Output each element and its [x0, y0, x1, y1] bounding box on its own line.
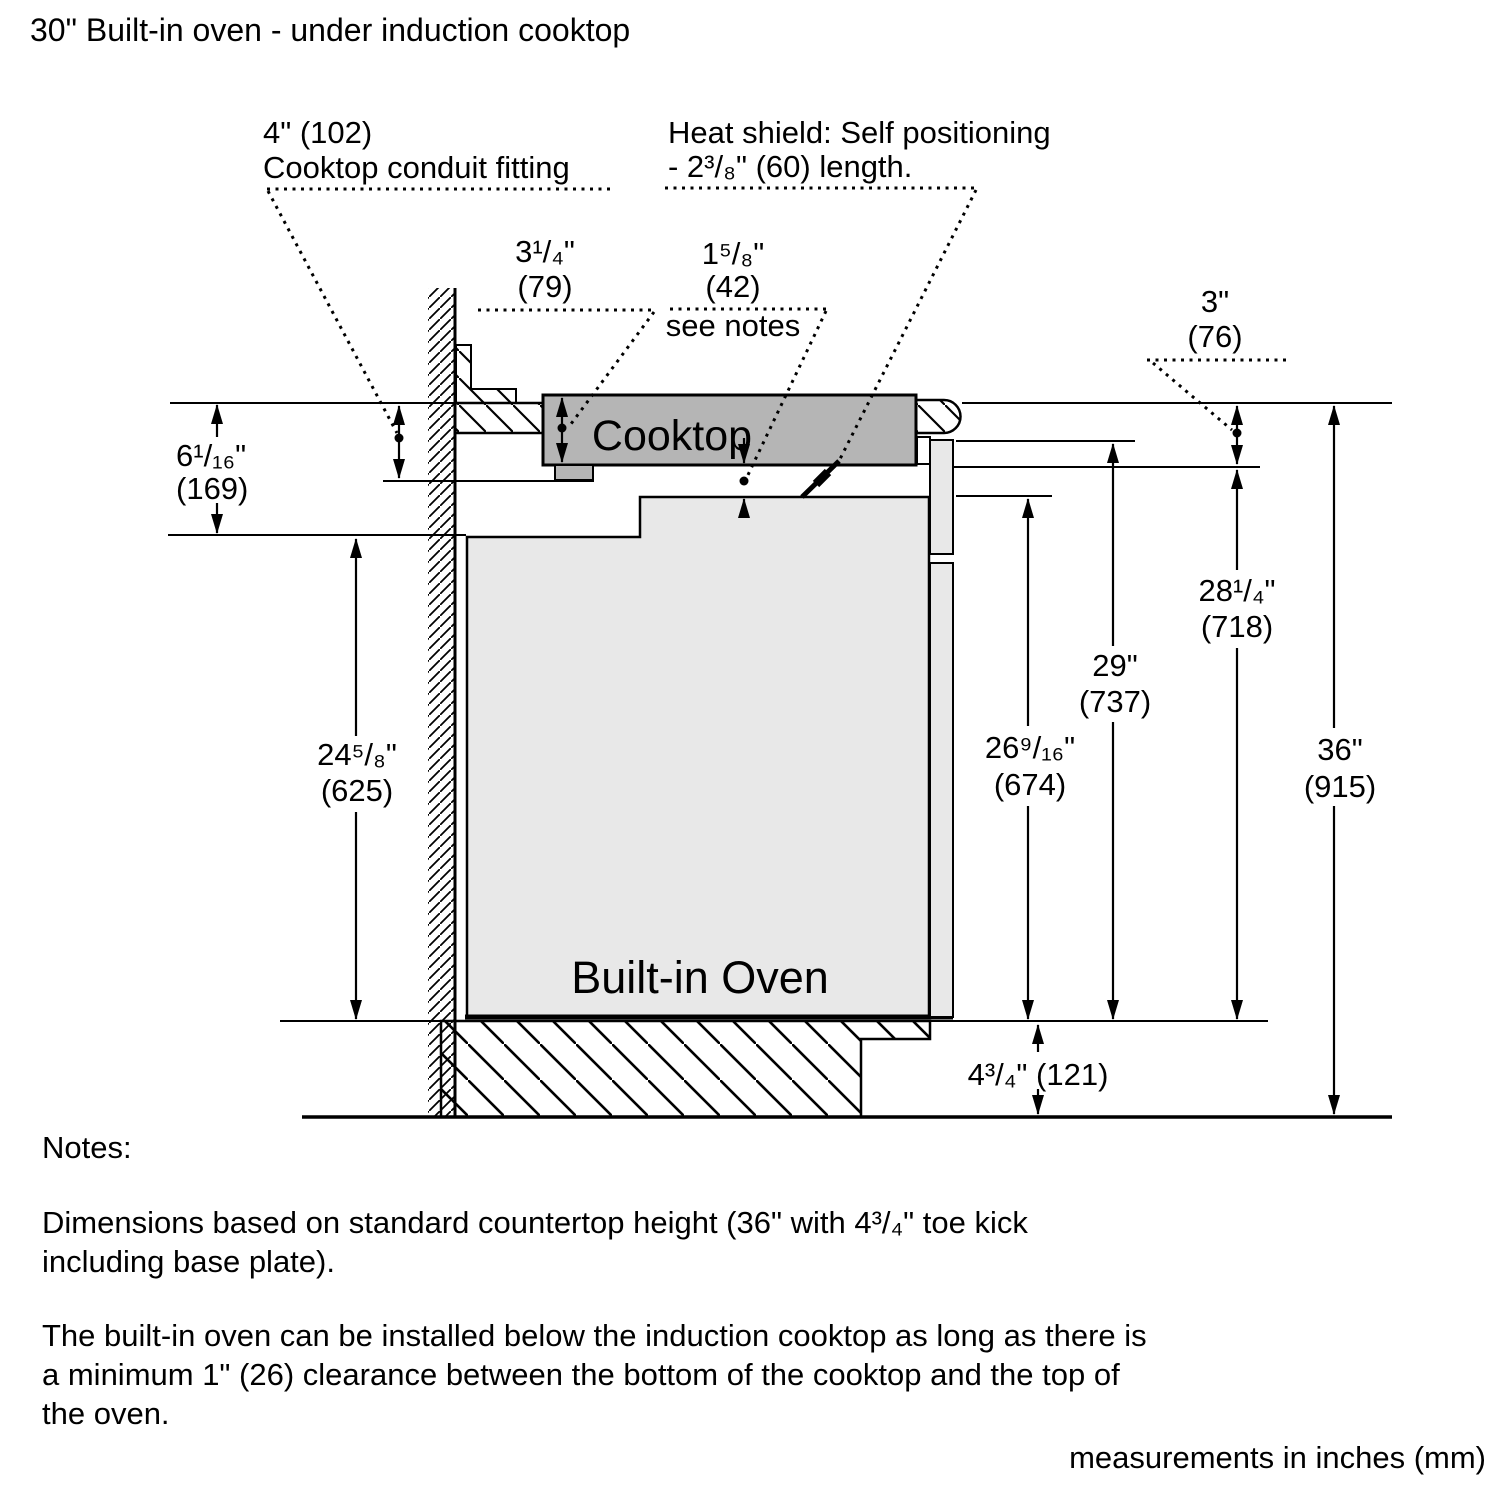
door-filler: [917, 437, 930, 464]
dim-label: 4³/₄" (121): [967, 1057, 1109, 1092]
dim-28-1-4-and-3: [1198, 406, 1275, 1019]
dim-label-in: 3¹/₄": [515, 234, 575, 269]
dim-label-mm: (625): [320, 773, 394, 808]
dim-label-in: 28¹/₄": [1198, 573, 1276, 608]
backsplash-trim: [456, 345, 516, 403]
oven-label: Built-in Oven: [571, 952, 829, 1003]
toe-kick: [441, 1021, 930, 1117]
dim-24-5-8: [317, 539, 397, 1019]
callout-line2: - 2³/₈" (60) length.: [668, 149, 913, 184]
note-paragraph-1: [42, 1203, 1028, 1281]
dim-label-mm: (674): [993, 767, 1067, 802]
dim-label-mm: (169): [176, 471, 249, 506]
dim-label-in: 3": [1200, 284, 1230, 319]
dim-label-in: 1⁵/₈": [701, 236, 765, 271]
leader-d76: [1153, 363, 1232, 430]
units-note: measurements in inches (mm): [1069, 1440, 1486, 1475]
leader-conduit: [268, 191, 397, 433]
dim-label-mm: (79): [517, 269, 573, 304]
callout-heat-shield: [668, 115, 1051, 184]
counter-bullnose: [916, 400, 961, 433]
oven-body: [467, 497, 929, 1017]
heat-shield-bead: [816, 472, 828, 484]
dim-26-9-16: [985, 499, 1075, 1019]
wall-hatch: [428, 288, 455, 1117]
callout-conduit: [263, 115, 570, 185]
notes-heading: Notes:: [42, 1130, 132, 1165]
dim-label-mm: (737): [1078, 684, 1152, 719]
note-paragraph-2: [42, 1316, 1147, 1433]
door-lower-panel: [930, 563, 953, 1017]
callout-1-5-8: [666, 236, 800, 343]
dim-label-in: 36": [1317, 732, 1363, 767]
dim-label-in: 29": [1092, 648, 1138, 683]
conduit-fitting-box: [555, 465, 593, 480]
callout-3-1-4: [515, 234, 575, 304]
counter-slab: [455, 403, 543, 433]
cooktop-unit: [543, 395, 916, 480]
callout-line1: Heat shield: Self positioning: [668, 115, 1051, 150]
note-line: including base plate).: [42, 1244, 335, 1279]
dim-label-in: 24⁵/₈": [317, 737, 397, 772]
dim-label-in: 26⁹/₁₆": [984, 730, 1076, 765]
note-line: The built-in oven can be installed below the induction cooktop as long as there is: [42, 1318, 1147, 1353]
dim-4-3-4: [968, 1025, 1109, 1114]
callout-line1: 4" (102): [263, 115, 373, 150]
cooktop-label: Cooktop: [591, 412, 753, 460]
dim-dot: [740, 477, 749, 486]
note-line: a minimum 1" (26) clearance between the bottom of the cooktop and the top of: [42, 1357, 1120, 1392]
page-title: 30" Built-in oven - under induction cooktop: [30, 12, 631, 48]
callout-3in: [1187, 284, 1242, 354]
door-upper-trim: [930, 440, 953, 554]
dim-6-1-16: [176, 405, 248, 533]
oven-unit: [465, 497, 953, 1017]
wall: [428, 288, 455, 1117]
note-line: Dimensions based on standard countertop height (36" with 4³/₄" toe kick: [42, 1205, 1028, 1240]
dim-label-mm: (42): [705, 269, 761, 304]
dim-label-in: 6¹/₁₆": [176, 438, 247, 473]
dim-label-note: see notes: [665, 308, 801, 343]
note-line: the oven.: [42, 1396, 170, 1431]
dim-4in-conduit: [395, 406, 404, 478]
dim-label-mm: (915): [1303, 769, 1377, 804]
dim-29: [1079, 444, 1151, 1019]
dim-label-mm: (718): [1200, 609, 1274, 644]
dim-label-mm: (76): [1187, 319, 1243, 354]
dim-36: [1304, 406, 1376, 1114]
callout-line2: Cooktop conduit fitting: [263, 150, 570, 185]
